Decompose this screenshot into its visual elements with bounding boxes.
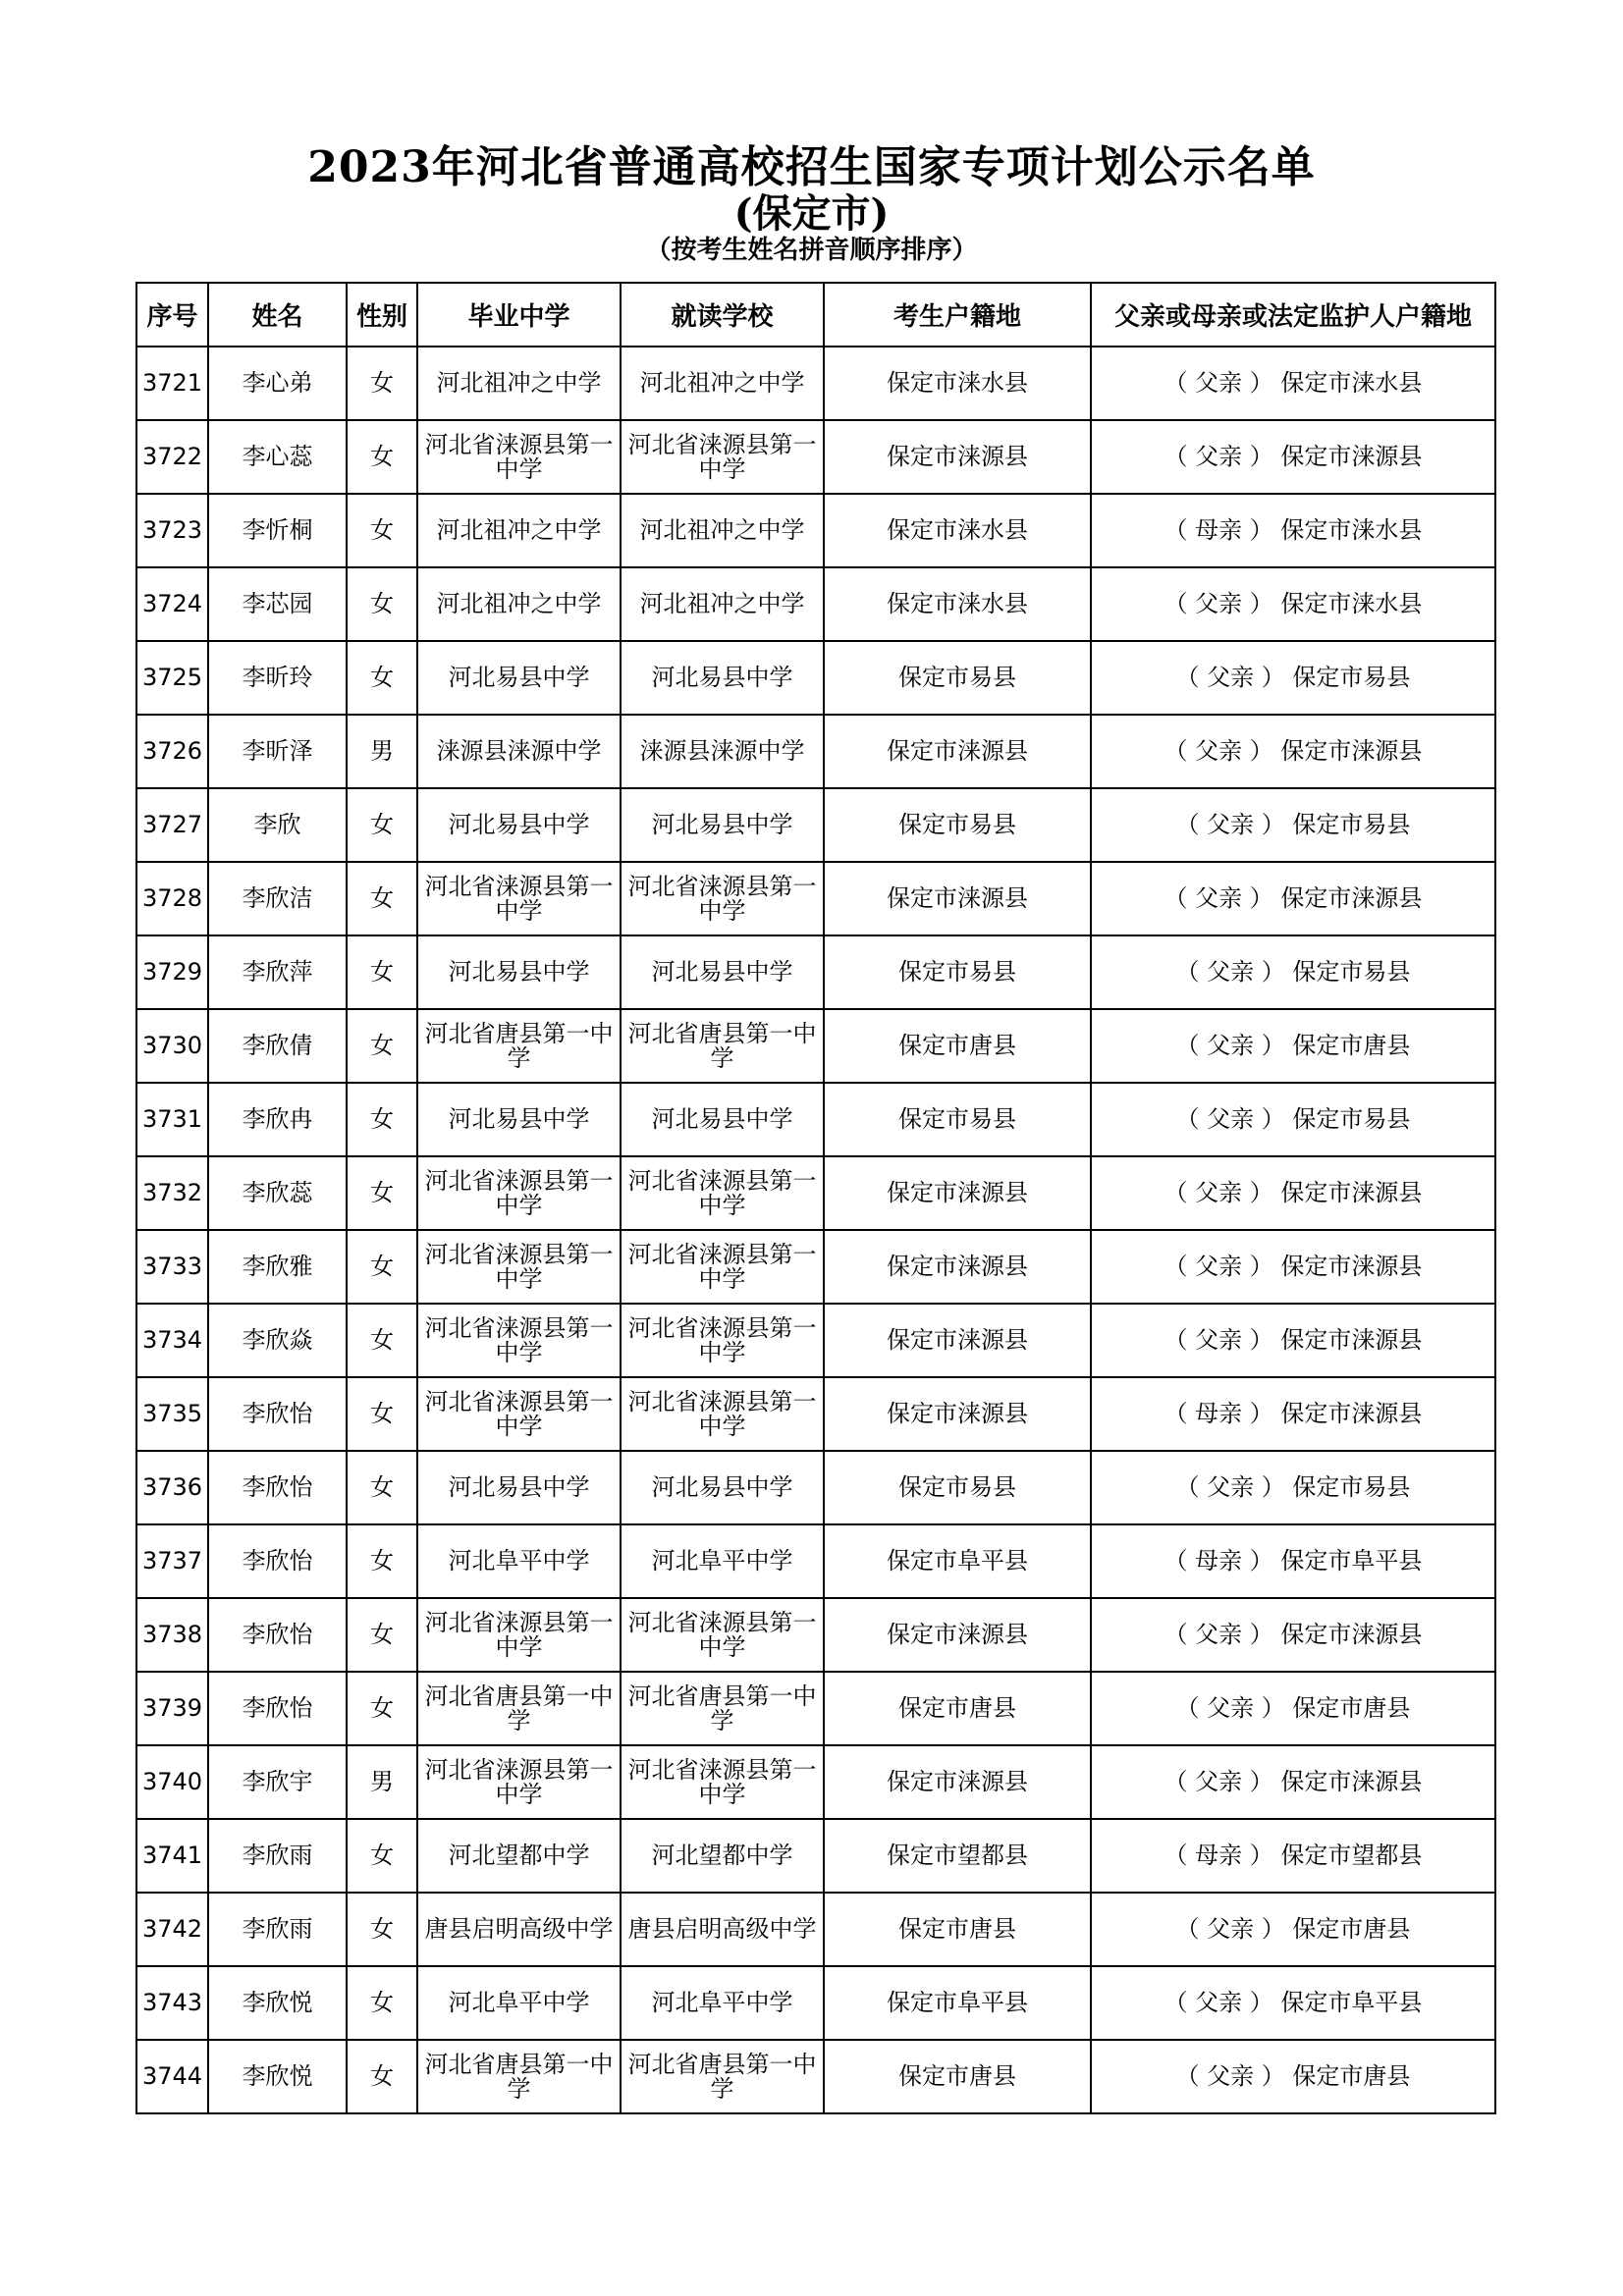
cell-seq: 3739	[136, 1672, 208, 1745]
cell-gender: 女	[347, 1672, 417, 1745]
table-row	[136, 567, 1495, 641]
cell-seq: 3722	[136, 420, 208, 494]
cell-name: 李欣雅	[208, 1230, 347, 1304]
cell-gender: 女	[347, 1451, 417, 1524]
cell-household-registration: 保定市阜平县	[824, 1966, 1091, 2040]
header-current-school: 就读学校	[621, 283, 824, 347]
table-row	[136, 1598, 1495, 1672]
cell-guardian-registration: （ 父亲 ） 保定市涞源县	[1091, 1156, 1495, 1230]
cell-household-registration: 保定市唐县	[824, 2040, 1091, 2113]
cell-gender: 女	[347, 862, 417, 935]
header-graduated-school: 毕业中学	[417, 283, 621, 347]
cell-guardian-registration: （ 父亲 ） 保定市涞水县	[1091, 347, 1495, 420]
cell-name: 李欣雨	[208, 1819, 347, 1893]
cell-graduated-school: 河北阜平中学	[417, 1966, 621, 2040]
cell-gender: 女	[347, 567, 417, 641]
table-row	[136, 1672, 1495, 1745]
cell-guardian-registration: （ 父亲 ） 保定市涞源县	[1091, 420, 1495, 494]
cell-name: 李欣焱	[208, 1304, 347, 1377]
table-header-row	[136, 283, 1495, 347]
cell-current-school: 河北省唐县第一中学	[621, 1672, 824, 1745]
cell-guardian-registration: （ 父亲 ） 保定市涞源县	[1091, 1304, 1495, 1377]
cell-graduated-school: 河北祖冲之中学	[417, 567, 621, 641]
cell-seq: 3732	[136, 1156, 208, 1230]
cell-guardian-registration: （ 父亲 ） 保定市易县	[1091, 788, 1495, 862]
cell-name: 李欣悦	[208, 1966, 347, 2040]
cell-current-school: 涞源县涞源中学	[621, 715, 824, 788]
cell-current-school: 河北省涞源县第一中学	[621, 1745, 824, 1819]
cell-graduated-school: 河北易县中学	[417, 641, 621, 715]
cell-seq: 3742	[136, 1893, 208, 1966]
cell-household-registration: 保定市涞水县	[824, 347, 1091, 420]
cell-gender: 女	[347, 1966, 417, 2040]
cell-household-registration: 保定市唐县	[824, 1009, 1091, 1083]
cell-household-registration: 保定市涞源县	[824, 1377, 1091, 1451]
cell-seq: 3725	[136, 641, 208, 715]
cell-seq: 3730	[136, 1009, 208, 1083]
table-row	[136, 1745, 1495, 1819]
cell-current-school: 河北省涞源县第一中学	[621, 1598, 824, 1672]
cell-graduated-school: 河北省涞源县第一中学	[417, 1377, 621, 1451]
cell-graduated-school: 河北省涞源县第一中学	[417, 1230, 621, 1304]
cell-guardian-registration: （ 父亲 ） 保定市唐县	[1091, 2040, 1495, 2113]
cell-household-registration: 保定市涞源县	[824, 1304, 1091, 1377]
cell-seq: 3728	[136, 862, 208, 935]
cell-graduated-school: 河北易县中学	[417, 1083, 621, 1156]
cell-household-registration: 保定市易县	[824, 641, 1091, 715]
cell-household-registration: 保定市唐县	[824, 1672, 1091, 1745]
cell-current-school: 河北祖冲之中学	[621, 494, 824, 567]
cell-current-school: 河北易县中学	[621, 788, 824, 862]
cell-current-school: 河北易县中学	[621, 1451, 824, 1524]
table-row	[136, 347, 1495, 420]
cell-household-registration: 保定市唐县	[824, 1893, 1091, 1966]
cell-guardian-registration: （ 母亲 ） 保定市阜平县	[1091, 1524, 1495, 1598]
cell-graduated-school: 河北易县中学	[417, 1451, 621, 1524]
table-row	[136, 1083, 1495, 1156]
cell-guardian-registration: （ 父亲 ） 保定市唐县	[1091, 1672, 1495, 1745]
table-row	[136, 935, 1495, 1009]
cell-name: 李欣萍	[208, 935, 347, 1009]
cell-gender: 男	[347, 1745, 417, 1819]
cell-household-registration: 保定市望都县	[824, 1819, 1091, 1893]
cell-gender: 女	[347, 420, 417, 494]
cell-seq: 3743	[136, 1966, 208, 2040]
table-row	[136, 1304, 1495, 1377]
cell-seq: 3723	[136, 494, 208, 567]
cell-graduated-school: 河北省涞源县第一中学	[417, 420, 621, 494]
table-row	[136, 1451, 1495, 1524]
cell-name: 李欣雨	[208, 1893, 347, 1966]
cell-guardian-registration: （ 父亲 ） 保定市易县	[1091, 935, 1495, 1009]
cell-gender: 女	[347, 1377, 417, 1451]
cell-name: 李欣怡	[208, 1598, 347, 1672]
cell-guardian-registration: （ 父亲 ） 保定市涞源县	[1091, 1230, 1495, 1304]
cell-graduated-school: 河北省涞源县第一中学	[417, 1598, 621, 1672]
cell-current-school: 河北易县中学	[621, 1083, 824, 1156]
cell-graduated-school: 河北省涞源县第一中学	[417, 1156, 621, 1230]
cell-guardian-registration: （ 父亲 ） 保定市涞源县	[1091, 862, 1495, 935]
cell-seq: 3733	[136, 1230, 208, 1304]
cell-gender: 女	[347, 641, 417, 715]
cell-gender: 女	[347, 1083, 417, 1156]
document-sort-note: （按考生姓名拼音顺序排序）	[645, 236, 978, 265]
cell-name: 李欣冉	[208, 1083, 347, 1156]
cell-name: 李欣悦	[208, 2040, 347, 2113]
cell-graduated-school: 河北易县中学	[417, 788, 621, 862]
cell-seq: 3734	[136, 1304, 208, 1377]
document-subtitle: (保定市)	[733, 190, 890, 237]
cell-household-registration: 保定市易县	[824, 1451, 1091, 1524]
cell-name: 李心弟	[208, 347, 347, 420]
cell-current-school: 河北易县中学	[621, 935, 824, 1009]
cell-graduated-school: 河北省涞源县第一中学	[417, 862, 621, 935]
cell-guardian-registration: （ 父亲 ） 保定市阜平县	[1091, 1966, 1495, 2040]
cell-guardian-registration: （ 母亲 ） 保定市望都县	[1091, 1819, 1495, 1893]
cell-name: 李昕泽	[208, 715, 347, 788]
cell-graduated-school: 河北省涞源县第一中学	[417, 1304, 621, 1377]
cell-seq: 3729	[136, 935, 208, 1009]
table-row	[136, 1893, 1495, 1966]
cell-guardian-registration: （ 父亲 ） 保定市易县	[1091, 641, 1495, 715]
cell-seq: 3727	[136, 788, 208, 862]
table-row	[136, 788, 1495, 862]
roster-table	[135, 282, 1496, 2114]
cell-current-school: 河北祖冲之中学	[621, 347, 824, 420]
cell-name: 李欣	[208, 788, 347, 862]
cell-current-school: 河北祖冲之中学	[621, 567, 824, 641]
cell-guardian-registration: （ 父亲 ） 保定市易县	[1091, 1083, 1495, 1156]
cell-current-school: 河北省涞源县第一中学	[621, 1304, 824, 1377]
cell-household-registration: 保定市涞源县	[824, 862, 1091, 935]
cell-gender: 女	[347, 347, 417, 420]
cell-seq: 3735	[136, 1377, 208, 1451]
cell-seq: 3721	[136, 347, 208, 420]
cell-household-registration: 保定市涞源县	[824, 1598, 1091, 1672]
cell-household-registration: 保定市涞源县	[824, 1156, 1091, 1230]
cell-household-registration: 保定市涞源县	[824, 715, 1091, 788]
cell-name: 李芯园	[208, 567, 347, 641]
cell-current-school: 河北阜平中学	[621, 1524, 824, 1598]
cell-current-school: 河北省涞源县第一中学	[621, 1156, 824, 1230]
cell-name: 李忻桐	[208, 494, 347, 567]
cell-seq: 3724	[136, 567, 208, 641]
cell-current-school: 河北省涞源县第一中学	[621, 1230, 824, 1304]
cell-graduated-school: 河北省唐县第一中学	[417, 1672, 621, 1745]
cell-gender: 女	[347, 1009, 417, 1083]
document-title: 2023年河北省普通高校招生国家专项计划公示名单	[307, 142, 1316, 192]
header-household-registration: 考生户籍地	[824, 283, 1091, 347]
cell-household-registration: 保定市涞源县	[824, 1230, 1091, 1304]
table-row	[136, 494, 1495, 567]
cell-guardian-registration: （ 母亲 ） 保定市涞水县	[1091, 494, 1495, 567]
cell-household-registration: 保定市涞水县	[824, 567, 1091, 641]
cell-graduated-school: 河北阜平中学	[417, 1524, 621, 1598]
header-guardian-registration: 父亲或母亲或法定监护人户籍地	[1091, 283, 1495, 347]
cell-current-school: 河北望都中学	[621, 1819, 824, 1893]
cell-seq: 3740	[136, 1745, 208, 1819]
table-row	[136, 1156, 1495, 1230]
table-row	[136, 1377, 1495, 1451]
cell-current-school: 河北易县中学	[621, 641, 824, 715]
table-row	[136, 862, 1495, 935]
cell-name: 李欣宇	[208, 1745, 347, 1819]
table-row	[136, 1819, 1495, 1893]
cell-name: 李心蕊	[208, 420, 347, 494]
cell-current-school: 河北阜平中学	[621, 1966, 824, 2040]
cell-gender: 女	[347, 1819, 417, 1893]
cell-guardian-registration: （ 父亲 ） 保定市涞源县	[1091, 715, 1495, 788]
cell-graduated-school: 唐县启明高级中学	[417, 1893, 621, 1966]
cell-guardian-registration: （ 父亲 ） 保定市易县	[1091, 1451, 1495, 1524]
cell-gender: 女	[347, 1893, 417, 1966]
cell-gender: 男	[347, 715, 417, 788]
cell-guardian-registration: （ 父亲 ） 保定市唐县	[1091, 1893, 1495, 1966]
cell-current-school: 河北省涞源县第一中学	[621, 862, 824, 935]
cell-guardian-registration: （ 父亲 ） 保定市涞源县	[1091, 1598, 1495, 1672]
cell-name: 李欣倩	[208, 1009, 347, 1083]
cell-guardian-registration: （ 父亲 ） 保定市涞源县	[1091, 1745, 1495, 1819]
cell-current-school: 河北省涞源县第一中学	[621, 420, 824, 494]
cell-seq: 3736	[136, 1451, 208, 1524]
cell-name: 李昕玲	[208, 641, 347, 715]
cell-household-registration: 保定市易县	[824, 935, 1091, 1009]
cell-name: 李欣洁	[208, 862, 347, 935]
cell-graduated-school: 河北省唐县第一中学	[417, 1009, 621, 1083]
cell-graduated-school: 河北省涞源县第一中学	[417, 1745, 621, 1819]
table-body	[136, 347, 1495, 2113]
cell-name: 李欣怡	[208, 1451, 347, 1524]
cell-graduated-school: 河北易县中学	[417, 935, 621, 1009]
cell-seq: 3737	[136, 1524, 208, 1598]
cell-seq: 3738	[136, 1598, 208, 1672]
cell-name: 李欣怡	[208, 1524, 347, 1598]
cell-gender: 女	[347, 935, 417, 1009]
cell-seq: 3744	[136, 2040, 208, 2113]
cell-household-registration: 保定市易县	[824, 788, 1091, 862]
cell-guardian-registration: （ 父亲 ） 保定市唐县	[1091, 1009, 1495, 1083]
cell-gender: 女	[347, 1304, 417, 1377]
cell-seq: 3731	[136, 1083, 208, 1156]
cell-gender: 女	[347, 494, 417, 567]
cell-gender: 女	[347, 1598, 417, 1672]
cell-household-registration: 保定市涞源县	[824, 420, 1091, 494]
cell-household-registration: 保定市涞水县	[824, 494, 1091, 567]
cell-name: 李欣怡	[208, 1377, 347, 1451]
table-row	[136, 1966, 1495, 2040]
header-name: 姓名	[208, 283, 347, 347]
header-gender: 性别	[347, 283, 417, 347]
cell-graduated-school: 河北祖冲之中学	[417, 494, 621, 567]
cell-graduated-school: 涞源县涞源中学	[417, 715, 621, 788]
table-row	[136, 1230, 1495, 1304]
cell-graduated-school: 河北望都中学	[417, 1819, 621, 1893]
table-row	[136, 641, 1495, 715]
table-row	[136, 2040, 1495, 2113]
cell-gender: 女	[347, 1156, 417, 1230]
cell-gender: 女	[347, 2040, 417, 2113]
cell-graduated-school: 河北省唐县第一中学	[417, 2040, 621, 2113]
cell-current-school: 河北省涞源县第一中学	[621, 1377, 824, 1451]
table-row	[136, 1009, 1495, 1083]
cell-gender: 女	[347, 788, 417, 862]
cell-graduated-school: 河北祖冲之中学	[417, 347, 621, 420]
cell-current-school: 河北省唐县第一中学	[621, 1009, 824, 1083]
table-row	[136, 420, 1495, 494]
cell-name: 李欣蕊	[208, 1156, 347, 1230]
header-seq: 序号	[136, 283, 208, 347]
cell-household-registration: 保定市涞源县	[824, 1745, 1091, 1819]
table-row	[136, 715, 1495, 788]
cell-household-registration: 保定市阜平县	[824, 1524, 1091, 1598]
cell-guardian-registration: （ 母亲 ） 保定市涞源县	[1091, 1377, 1495, 1451]
table-row	[136, 1524, 1495, 1598]
cell-gender: 女	[347, 1524, 417, 1598]
cell-guardian-registration: （ 父亲 ） 保定市涞水县	[1091, 567, 1495, 641]
cell-seq: 3726	[136, 715, 208, 788]
cell-current-school: 唐县启明高级中学	[621, 1893, 824, 1966]
cell-household-registration: 保定市易县	[824, 1083, 1091, 1156]
cell-gender: 女	[347, 1230, 417, 1304]
cell-name: 李欣怡	[208, 1672, 347, 1745]
cell-seq: 3741	[136, 1819, 208, 1893]
cell-current-school: 河北省唐县第一中学	[621, 2040, 824, 2113]
